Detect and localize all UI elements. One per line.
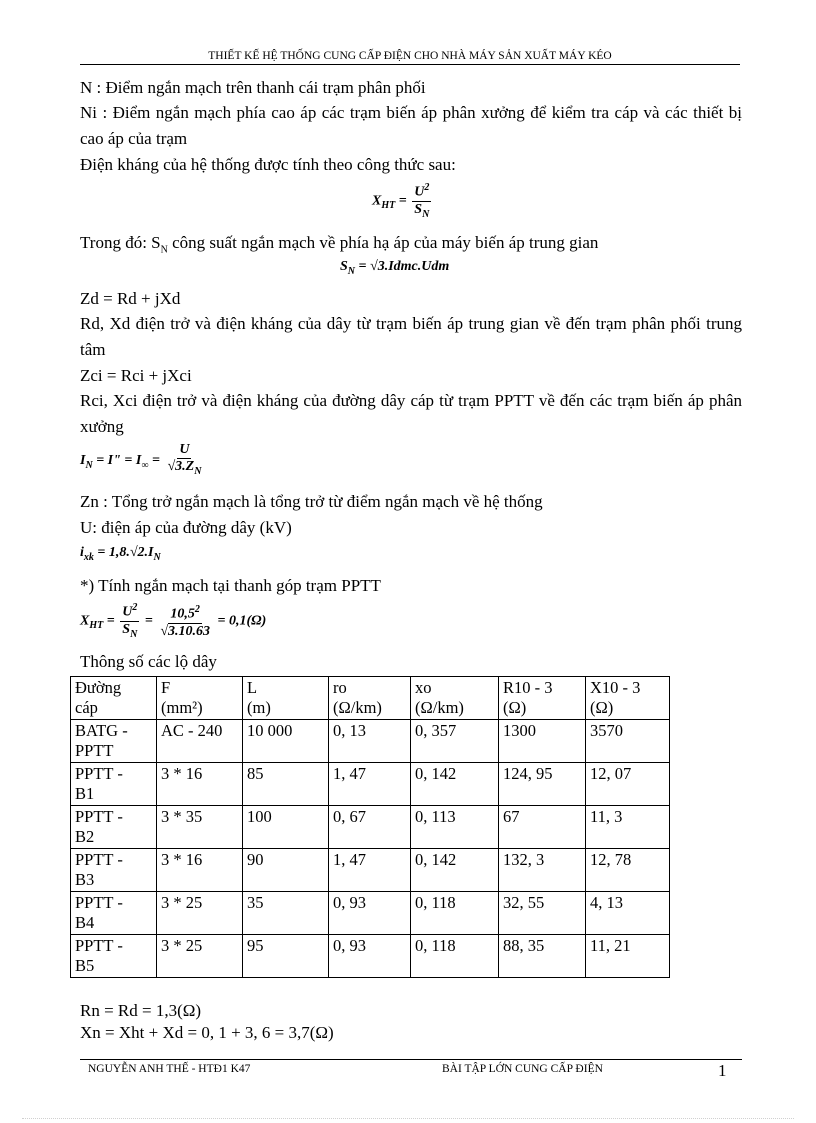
table-row: [71, 806, 670, 849]
table-cell: 11, 21: [586, 935, 670, 978]
table-cell: 12, 78: [586, 849, 670, 892]
paragraph-n-definition: N : Điểm ngắn mạch trên thanh cái trạm phân phối: [80, 78, 426, 97]
table-cell: 3570: [586, 720, 670, 763]
table-cell: 32, 55: [499, 892, 586, 935]
table-cell: 3 * 25: [157, 892, 243, 935]
footer-rule: [80, 1059, 742, 1060]
table-cell: 0, 118: [411, 892, 499, 935]
table-cell: 3 * 25: [157, 935, 243, 978]
paragraph-rn: Rn = Rd = 1,3(Ω): [80, 1001, 202, 1020]
paragraph-rd-xd: Rd, Xd điện trở và điện kháng của dây từ trạm biến áp trung gian về đến trạm phân phối trung tâm: [80, 314, 742, 359]
paragraph-zn: Zn : Tổng trở ngắn mạch là tổng trở từ điểm ngắn mạch về hệ thống: [80, 492, 543, 511]
table-cell: 4, 13: [586, 892, 670, 935]
table-cell: 0, 142: [411, 849, 499, 892]
table-cell: 0, 13: [329, 720, 411, 763]
page-header-title: THIẾT KẾ HỆ THỐNG CUNG CẤP ĐIỆN CHO NHÀ MÁY SẢN XUẤT MÁY KÉO: [208, 50, 612, 62]
table-cell: PPTT - B4: [71, 892, 157, 935]
paragraph-rci-xci: Rci, Xci điện trở và điện kháng của đường dây cáp từ trạm PPTT về đến các trạm biến áp phân xưởng: [80, 391, 742, 436]
table-cell: 100: [243, 806, 329, 849]
table-cell: 0, 113: [411, 806, 499, 849]
table-cell: 85: [243, 763, 329, 806]
line-parameters-table: [70, 676, 670, 978]
table-header-cell: F (mm²): [157, 677, 243, 720]
table-header-cell: Đường cáp: [71, 677, 157, 720]
formula-in: $I_N = I$" = $I_\infty$ = $\frac{U}{√3.Z_N}$: [80, 442, 202, 477]
table-cell: 1300: [499, 720, 586, 763]
table-header-cell: X10 - 3 (Ω): [586, 677, 670, 720]
footer-subject: BÀI TẬP LỚN CUNG CẤP ĐIỆN: [442, 1063, 603, 1075]
paragraph-table-caption: Thông số các lộ dây: [80, 652, 217, 671]
table-cell: 132, 3: [499, 849, 586, 892]
table-cell: 1, 47: [329, 763, 411, 806]
table-header-cell: L (m): [243, 677, 329, 720]
header-rule: [80, 64, 740, 65]
formula-sn: $S_N$ = √3.Idmc.Udm: [340, 259, 450, 277]
paragraph-pptt-heading: *) Tính ngắn mạch tại thanh góp trạm PPTT: [80, 576, 381, 595]
table-cell: 0, 142: [411, 763, 499, 806]
table-cell: 1, 47: [329, 849, 411, 892]
table-cell: 0, 93: [329, 935, 411, 978]
table-cell: 88, 35: [499, 935, 586, 978]
table-cell: 67: [499, 806, 586, 849]
formula-xht: $X_{HT}$ = $\frac{U^2}{S_N}$: [372, 182, 430, 220]
table-row: [71, 720, 670, 763]
table-row: [71, 849, 670, 892]
paragraph-xn: Xn = Xht + Xd = 0, 1 + 3, 6 = 3,7(Ω): [80, 1023, 334, 1042]
table-cell: PPTT - B1: [71, 763, 157, 806]
table-row: [71, 935, 670, 978]
table-cell: 0, 118: [411, 935, 499, 978]
table-cell: PPTT - B5: [71, 935, 157, 978]
table-cell: BATG - PPTT: [71, 720, 157, 763]
paragraph-ni-definition: Ni : Điểm ngắn mạch phía cao áp các trạm biến áp phân xưởng để kiểm tra cáp và các thiết bị cao áp của trạm: [80, 103, 742, 148]
table-header-cell: R10 - 3 (Ω): [499, 677, 586, 720]
footer-author: NGUYỄN ANH THẾ - HTĐ1 K47: [88, 1063, 251, 1075]
table-cell: AC - 240: [157, 720, 243, 763]
table-cell: 0, 357: [411, 720, 499, 763]
page-number: 1: [718, 1061, 727, 1080]
table-cell: 0, 67: [329, 806, 411, 849]
table-cell: 35: [243, 892, 329, 935]
table-cell: 3 * 16: [157, 763, 243, 806]
table-row: [71, 763, 670, 806]
formula-ixk: $i_{xk} = 1,8.√2.I_N$: [80, 545, 161, 563]
table-header-row: [71, 677, 670, 720]
table-cell: 90: [243, 849, 329, 892]
page-bottom-dotted-border: [22, 1118, 794, 1119]
paragraph-reactance-intro: Điện kháng của hệ thống được tính theo công thức sau:: [80, 155, 456, 174]
table-header-cell: ro (Ω/km): [329, 677, 411, 720]
table-row: [71, 892, 670, 935]
table-cell: PPTT - B3: [71, 849, 157, 892]
paragraph-u: U: điện áp của đường dây (kV): [80, 518, 292, 537]
table-cell: 124, 95: [499, 763, 586, 806]
table-header-cell: xo (Ω/km): [411, 677, 499, 720]
table-cell: 3 * 35: [157, 806, 243, 849]
table-cell: 10 000: [243, 720, 329, 763]
table-cell: 12, 07: [586, 763, 670, 806]
table-cell: PPTT - B2: [71, 806, 157, 849]
table-cell: 95: [243, 935, 329, 978]
table-cell: 0, 93: [329, 892, 411, 935]
formula-xht-value: $X_{HT}$ = $\frac{U^2}{S_N}$ = $\frac{10,5^2}{√3.10.63}$ = 0,1(Ω): [80, 602, 267, 640]
paragraph-sn-definition: Trong đó: $S_N$ công suất ngắn mạch về phía hạ áp của máy biến áp trung gian: [80, 233, 599, 256]
paragraph-zci: Zci = Rci + jXci: [80, 366, 192, 385]
table-cell: 11, 3: [586, 806, 670, 849]
table-cell: 3 * 16: [157, 849, 243, 892]
paragraph-zd: Zd = Rd + jXd: [80, 289, 181, 308]
